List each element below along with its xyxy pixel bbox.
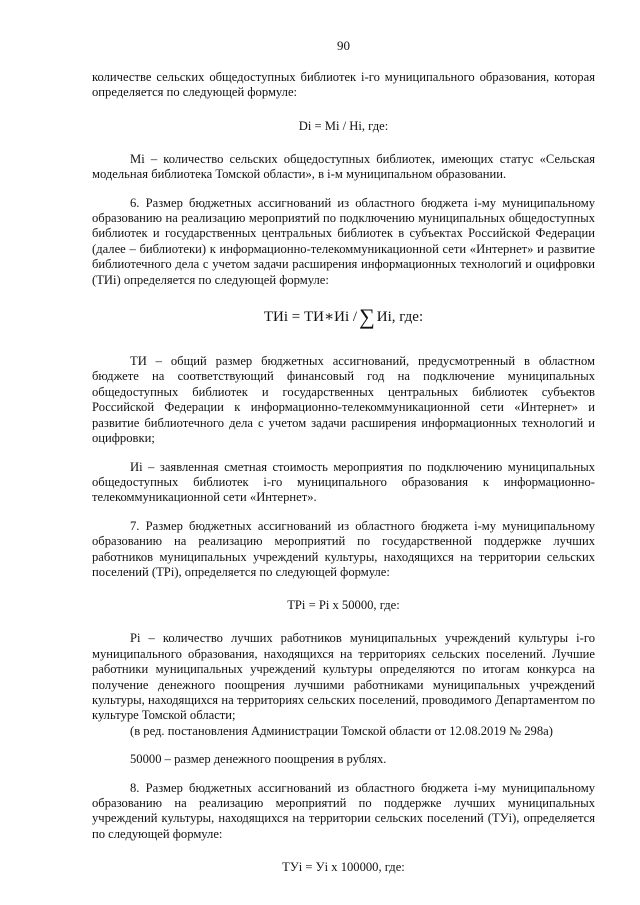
paragraph-8: 8. Размер бюджетных ассигнований из областного бюджета i-му муниципальному образованию на реализацию мероприятий по поддержке лучших муниципальных учреждений культуры, находящихся на территории сельских поселений (ТУi), определяется по следующей формуле: [92,780,595,841]
bonus-definition: 50000 – размер денежного поощрения в рублях. [130,752,387,767]
formula-tii-left: ТИi = ТИ∗Иi / [263,309,358,326]
paragraph-7: 7. Размер бюджетных ассигнований из областного бюджета i-му муниципальному образованию на реализацию мероприятий по государственной поддержке лучших работников муниципальных учреждений культуры, находящихся на территории сельских поселений (ТРi), определяется по следующей формуле: [92,518,595,579]
paragraph-6: 6. Размер бюджетных ассигнований из областного бюджета i-му муниципальному образованию на реализацию мероприятий по подключению муниципальных общедоступных библиотек и государственных центральных библиотек в субъектах Российской Федерации (далее – библиотеки) к информационно-телекоммуникационной сети «Интернет» и развитие библиотечного дела с учетом задачи расширения информационных технологий и оцифровки (ТИi) определяется по следующей формуле: [92,195,595,287]
formula-tii-right: Иi, где: [376,309,424,326]
document-page [92,38,595,893]
formula-tii [92,304,595,330]
page-number: 90 [337,38,350,53]
formula-di: Di = Mi / Hi, где: [298,118,389,133]
formula-tri: ТРi = Рi x 50000, где: [287,598,400,613]
intro-paragraph: количестве сельских общедоступных библиотек i-го муниципального образования, которая определяется по следующей формуле: [92,70,595,100]
sum-symbol: ∑ [359,304,375,330]
pi-definition: Рi – количество лучших работников муниципальных учреждений культуры i-го муниципального образования, находящихся на территориях сельских поселений. Лучшие работники муниципальных учреждений культуры определяются по итогам конкурса на получение денежного поощрения лучшими работниками муниципальных учреждений культуры, находящихся на территориях сельских поселений, проводимого Департаментом по культуре Томской области; [92,631,595,723]
ii-definition: Иi – заявленная сметная стоимость мероприятия по подключению муниципальных общедоступных библиотек i-го муниципального образования к информационно-телекоммуникационной сети «Интернет». [92,459,595,505]
mi-definition: Mi – количество сельских общедоступных библиотек, имеющих статус «Сельская модельная библиотека Томской области», в i-м муниципальном образовании. [92,151,595,182]
amendment-note: (в ред. постановления Администрации Томской области от 12.08.2019 № 298а) [130,723,553,738]
ti-definition: ТИ – общий размер бюджетных ассигнований, предусмотренный в областном бюджете на соответствующий финансовый год на подключение муниципальных общедоступных библиотек и государственных центральных библиотек субъектов Российской Федерации к информационно-телекоммуникационной сети «Интернет» и развитие библиотечного дела с учетом задачи расширения информационных технологий и оцифровки; [92,354,595,446]
formula-tui: ТУi = Уi x 100000, где: [282,860,405,875]
